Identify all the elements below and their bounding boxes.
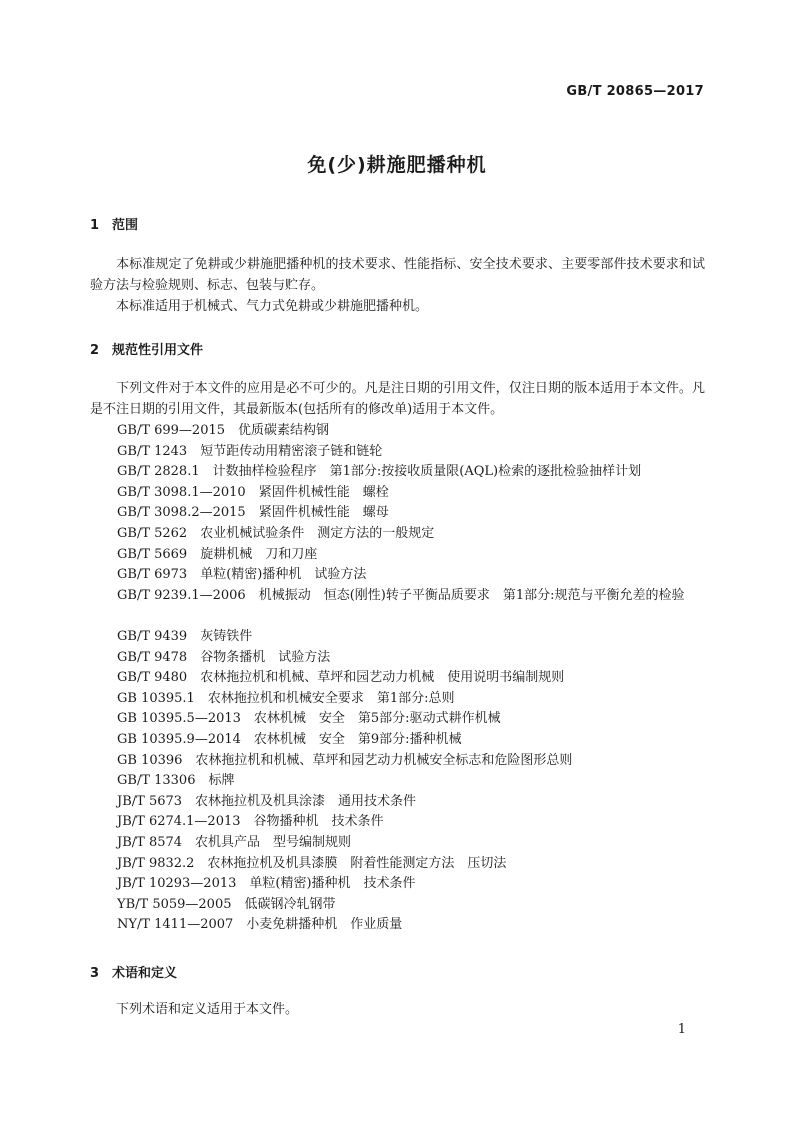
- standard-code: GB/T 20865—2017: [566, 84, 704, 99]
- section-3-heading: [90, 962, 177, 981]
- page-number: 1: [677, 1022, 686, 1037]
- terms-intro: 下列术语和定义适用于本文件。: [116, 1002, 299, 1017]
- section-1-heading: [90, 214, 138, 233]
- normative-intro: 下列文件对于本文件的应用是必不可少的。凡是注日期的引用文件，仅注日期的版本适用于本文件。凡是不注日期的引用文件，其最新版本(包括所有的修改单)适用于本文件。: [90, 381, 705, 417]
- reference-item: JB/T 6274.1—2013 谷物播种机 技术条件: [117, 814, 384, 830]
- reference-item: GB/T 2828.1 计数抽样检验程序 第1部分:按接收质量限(AQL)检索的逐批检验抽样计划: [117, 464, 642, 480]
- reference-item: JB/T 9832.2 农林拖拉机及机具漆膜 附着性能测定方法 压切法: [117, 855, 507, 871]
- reference-list-continued: [117, 627, 572, 936]
- reference-item: GB/T 9478 谷物条播机 试验方法: [117, 649, 331, 665]
- reference-item: GB 10395.9—2014 农林机械 安全 第9部分:播种机械: [117, 731, 462, 747]
- document-title: 免(少)耕施肥播种机: [307, 154, 487, 176]
- section-number: 2: [90, 343, 100, 358]
- reference-item-wrapped: GB/T 9239.1—2006 机械振动 恒态(刚性)转子平衡品质要求 第1部分:规范与平衡允差的检验: [117, 588, 685, 603]
- reference-item: YB/T 5059—2005 低碳钢冷轧钢带: [117, 896, 336, 912]
- reference-list: [117, 421, 641, 586]
- reference-item: GB/T 1243 短节距传动用精密滚子链和链轮: [117, 443, 383, 459]
- reference-item: GB/T 3098.2—2015 紧固件机械性能 螺母: [117, 505, 389, 521]
- reference-item: GB/T 3098.1—2010 紧固件机械性能 螺栓: [117, 484, 389, 500]
- reference-item: GB 10395.5—2013 农林机械 安全 第5部分:驱动式耕作机械: [117, 711, 501, 727]
- reference-item: GB/T 5262 农业机械试验条件 测定方法的一般规定: [117, 525, 435, 541]
- section-title: 范围: [112, 218, 139, 233]
- section-title: 术语和定义: [112, 966, 178, 981]
- reference-item: GB/T 6973 单粒(精密)播种机 试验方法: [117, 567, 367, 583]
- reference-item: JB/T 10293—2013 单粒(精密)播种机 技术条件: [117, 876, 416, 892]
- reference-item: GB 10396 农林拖拉机和机械、草坪和园艺动力机械安全标志和危险图形总则: [117, 752, 573, 768]
- section-2-heading: [90, 339, 203, 358]
- reference-item: GB/T 9480 农林拖拉机和机械、草坪和园艺动力机械 使用说明书编制规则: [117, 670, 565, 686]
- reference-item: GB 10395.1 农林拖拉机和机械安全要求 第1部分:总则: [117, 690, 455, 706]
- scope-paragraph-1: 本标准规定了免耕或少耕施肥播种机的技术要求、性能指标、安全技术要求、主要零部件技术要求和试验方法与检验规则、标志、包装与贮存。: [90, 257, 705, 293]
- section-number: 1: [90, 218, 100, 233]
- section-number: 3: [90, 966, 100, 981]
- reference-item: GB/T 5669 旋耕机械 刀和刀座: [117, 546, 318, 562]
- reference-item: GB/T 9439 灰铸铁件: [117, 629, 253, 644]
- reference-item: JB/T 5673 农林拖拉机及机具涂漆 通用技术条件: [117, 793, 417, 809]
- reference-item: GB/T 699—2015 优质碳素结构钢: [117, 423, 330, 438]
- reference-item: JB/T 8574 农机具产品 型号编制规则: [117, 834, 352, 850]
- reference-item: NY/T 1411—2007 小麦免耕播种机 作业质量: [117, 917, 403, 933]
- reference-item: GB/T 13306 标牌: [117, 773, 235, 789]
- scope-paragraph-2: 本标准适用于机械式、气力式免耕或少耕施肥播种机。: [116, 299, 429, 314]
- section-title: 规范性引用文件: [112, 343, 204, 358]
